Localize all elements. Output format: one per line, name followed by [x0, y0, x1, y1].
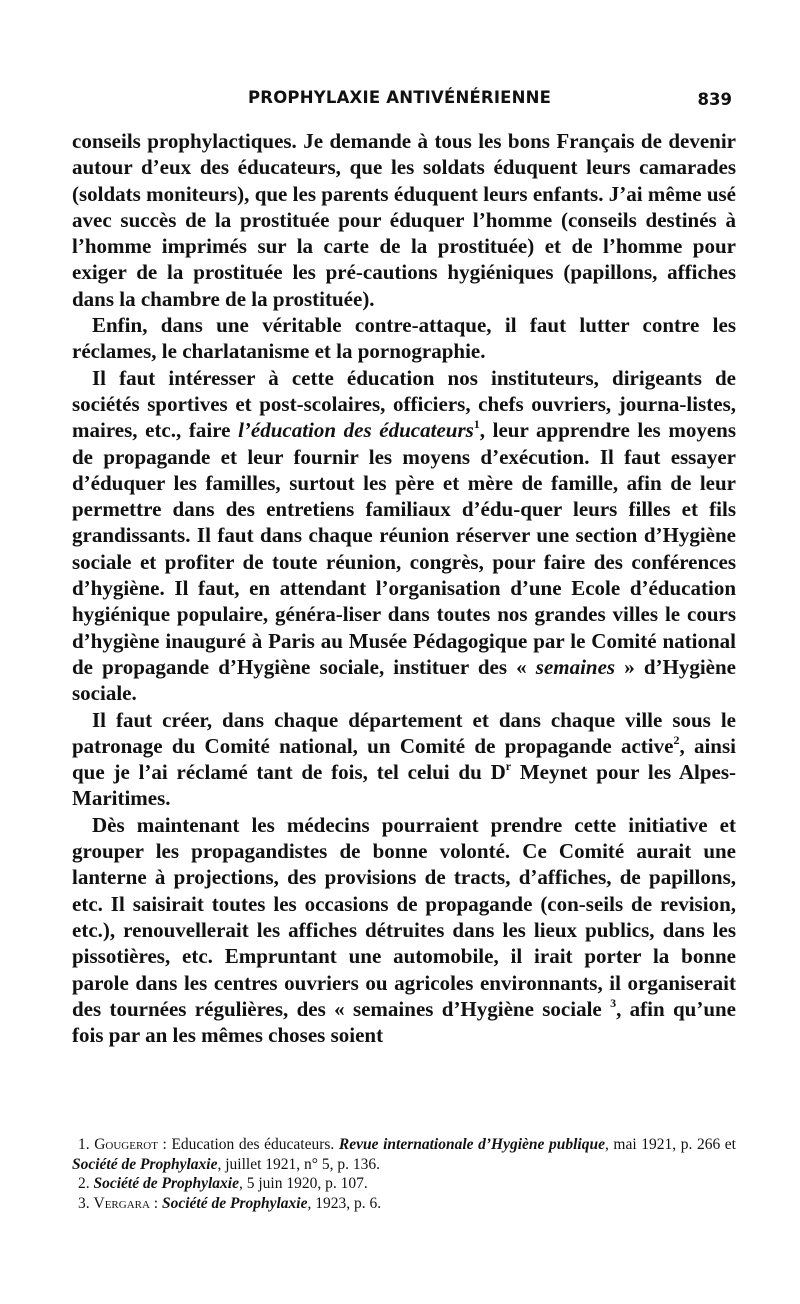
- running-head: [72, 88, 732, 118]
- emphasis: semaines: [535, 654, 616, 679]
- body-text: [72, 128, 736, 1048]
- paragraph: Il faut intéresser à cette éducation nos instituteurs, dirigeants de sociétés sportives et post-scolaires, officiers, chefs ouvriers, journa-listes, maires, etc., faire l’éducation des éducateurs$^1$, leur apprendre les moyens de propagande et leur fournir les moyens d’exécution. Il faut essayer d’éduquer les familles, surtout les père et mère de famille, afin de leur permettre dans des entretiens familiaux d’édu-quer leurs filles et fils grandissants. Il faut dans chaque réunion réserver une section d’Hygiène sociale et profiter de toute réunion, congrès, pour faire des conférences d’hygiène. Il faut, en attendant l’organisation d’une Ecole d’éducation hygiénique populaire, généra-liser dans toutes nos grandes villes le cours d’hygiène inauguré à Paris au Musée Pédagogique par le Comité national de propagande d’Hygiène sociale, instituer des « semaines » d’Hygiène sociale.: [72, 365, 736, 706]
- emphasis: l’éducation des éducateurs: [238, 418, 474, 443]
- footnote: 1. Gougerot : Education des éducateurs. Revue internationale d’Hygiène publique, mai 1921, p. 266 et Société de Prophylaxie, juillet 1921, n° 5, p. 136.: [72, 1136, 736, 1173]
- paragraph: Dès maintenant les médecins pourraient prendre cette initiative et grouper les propagandistes de bonne volonté. Ce Comité aurait une lanterne à projections, des provisions de tracts, d’affiches, de papillons, etc. Il saisirait toutes les occasions de propagande (con-seils de revision, etc.), renouvellerait les affiches détruites dans les lieux publics, dans les pissotières, etc. Empruntant une automobile, il irait porter la bonne parole dans les centres ouvriers ou agricoles environnants, il organiserait des tournées régulières, des « semaines d’Hygiène sociale $^3$, afin qu’une fois par an les mêmes choses soient: [72, 812, 736, 1048]
- footnote: 3. Vergara : Société de Prophylaxie, 1923, p. 6.: [78, 1194, 382, 1212]
- paragraph: Enfin, dans une véritable contre-attaque, il faut lutter contre les réclames, le charlatanisme et la pornographie.: [72, 313, 736, 364]
- page-number: 839: [697, 90, 732, 109]
- footnote-ref[interactable]: 2: [673, 732, 680, 747]
- footnote: 2. Société de Prophylaxie, 5 juin 1920, p. 107.: [78, 1175, 368, 1193]
- footnote-ref[interactable]: 1: [473, 417, 480, 432]
- footnote-ref[interactable]: 3: [610, 995, 617, 1010]
- footnotes: [72, 1135, 736, 1213]
- footnote-author: Gougerot: [94, 1136, 158, 1153]
- paragraph: conseils prophylactiques. Je demande à tous les bons Français de devenir autour d’eux des éducateurs, que les soldats éduquent leurs camarades (soldats moniteurs), que les parents éduquent leurs enfants. J’ai même usé avec succès de la prostituée pour éduquer l’homme (conseils destinés à l’homme imprimés sur la carte de la prostituée) et de l’homme pour exiger de la prostituée les pré-cautions hygiéniques (papillons, affiches dans la chambre de la prostituée).: [72, 129, 736, 311]
- paragraph: Il faut créer, dans chaque département et dans chaque ville sous le patronage du Comité national, un Comité de propagande active$^2$, ainsi que je l’ai réclamé tant de fois, tel celui du $D^r$ Meynet pour les Alpes-Maritimes.: [72, 707, 736, 811]
- header-title: PROPHYLAXIE ANTIVÉNÉRIENNE: [248, 88, 552, 107]
- footnote-author: Vergara: [93, 1194, 150, 1212]
- superscript: r: [505, 759, 512, 774]
